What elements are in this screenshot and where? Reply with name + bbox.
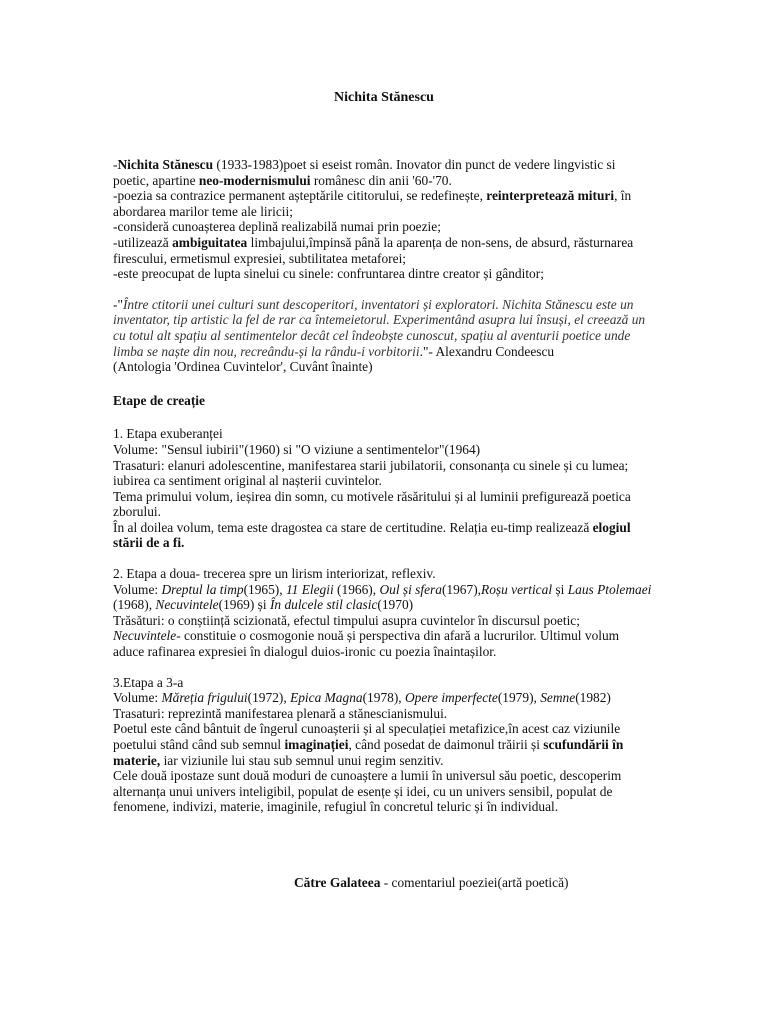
etapa1-heading: 1. Etapa exuberanței <box>113 426 223 442</box>
poem-title: Către Galateea <box>294 875 381 890</box>
volume-year: (1979), <box>497 690 541 706</box>
intro-movement: neo-modernismului <box>198 172 311 188</box>
intro-paragraph <box>113 157 653 188</box>
quote-source: (Antologia 'Ordinea Cuvintelor', Cuvânt înainte) <box>113 359 373 375</box>
etapa1-al-doilea <box>113 520 653 551</box>
spacer <box>113 660 653 675</box>
volume-year: (1982) <box>575 690 611 706</box>
volume-title: Semne <box>540 690 576 706</box>
volume-title: În dulcele stil clasic <box>269 597 378 613</box>
etapa1-text: În al doilea volum, tema este dragostea ca stare de certitudine. Relația eu-timp realizează <box>113 519 593 535</box>
volume-year: (1968), <box>113 597 156 613</box>
trait-line-1 <box>113 188 653 219</box>
trait-text: -utilizează <box>113 234 173 250</box>
volume-year: (1972), <box>247 690 291 706</box>
spacer <box>113 282 653 297</box>
volume-year: (1966), <box>333 581 380 597</box>
volume-title: Necuvintele <box>113 628 177 644</box>
trait-bold: ambiguitatea <box>172 234 248 250</box>
etapa3-text: , când posedat de daimonul trăirii și <box>348 737 544 752</box>
section-title: Etape de creație <box>113 392 205 408</box>
volume-title: Laus Ptolemaei <box>567 581 652 597</box>
volume-title: Roșu vertical <box>481 581 553 597</box>
volumes-label: Volume: <box>113 690 162 706</box>
volume-title: Necuvintele <box>155 597 219 613</box>
etapa2-heading: 2. Etapa a doua- trecerea spre un lirism interiorizat, reflexiv. <box>113 566 436 582</box>
volume-title: Epica Magna <box>290 690 363 706</box>
volume-year: (1978), <box>362 690 405 706</box>
trait-line-2: -consideră cunoașterea deplină realizabilă numai prin poezie; <box>113 219 441 235</box>
intro-text: (1933-1983)poet si eseist român. Inovator din punct de vedere lingvistic si poetic, apartine <box>113 157 616 188</box>
quote-prefix: -" <box>113 296 123 312</box>
next-section-title <box>294 875 569 891</box>
spacer <box>113 375 653 393</box>
spacer <box>113 408 653 426</box>
trait-bold: reinterpretează mituri <box>486 188 615 204</box>
volume-year: (1965), <box>243 581 286 597</box>
intro-author-name: Nichita Stănescu <box>117 157 214 172</box>
document-body <box>113 157 653 815</box>
etapa3-heading: 3.Etapa a 3-a <box>113 674 184 690</box>
etapa1-tema: Tema primului volum, ieșirea din somn, cu motivele răsăritului și al luminii prefigurează poetica zborului. <box>113 488 631 520</box>
volume-title: Opere imperfecte <box>405 690 498 706</box>
volume-year: (1970) <box>377 597 414 613</box>
volumes-label: Volume: <box>113 581 162 597</box>
etapa2-text: - constituie o cosmogonie nouă și perspectiva din afară a lucrurilor. Ultimul volum aduce rafinarea expresiei în dialogul duios-ironic cu poezia înaintașilor. <box>113 628 620 660</box>
conjunction: și <box>552 581 568 597</box>
etapa3-text: iar viziunile lui stau sub semnul unui regim senzitiv. <box>160 752 444 768</box>
etapa3-text: Poetul este când bântuit de îngerul cunoașterii și al speculației metafizice,în acest caz viziunile poetului stând când sub semnul <box>113 721 621 752</box>
trait-text-end: limbajului,împinsă până la aparența de non-sens, de absurd, răsturnarea firescului, ermetismul expresiei, subtilitatea metaforei; <box>113 234 634 266</box>
etapa1-trasaturi: Trasaturi: elanuri adolescentine, manifestarea starii jubilatorii, consonanța cu sinele și cu lumea; iubirea ca sentiment original al nașterii cuvintelor. <box>113 457 629 489</box>
volume-year: (1967), <box>441 581 482 597</box>
volume-title: Dreptul la timp <box>161 581 244 597</box>
etapa3-trasaturi: Trasaturi: reprezintă manifestarea plenară a stănescianismului. <box>113 705 448 721</box>
trait-line-4: -este preocupat de lupta sinelui cu sinele: confruntarea dintre creator și gânditor; <box>113 266 544 282</box>
page-title: Nichita Stănescu <box>334 90 434 105</box>
volume-year: (1969) și <box>218 597 270 613</box>
etapa2-necuvintele <box>113 628 653 659</box>
etapa1-volumes: Volume: "Sensul iubirii"(1960) si "O viziune a sentimentelor"(1964) <box>113 441 481 457</box>
quote-author: ."- Alexandru Condeescu <box>419 343 555 359</box>
etapa3-volumes <box>113 690 653 706</box>
volume-title: Oul și sfera <box>379 581 442 597</box>
etapa3-bold: imaginației <box>284 737 349 752</box>
volume-title: 11 Elegii <box>285 581 334 597</box>
spacer <box>113 551 653 566</box>
etapa2-volumes <box>113 582 653 613</box>
trait-text-end: , în abordarea marilor teme ale liricii; <box>113 188 632 219</box>
trait-text: -poezia sa contrazice permanent așteptările cititorului, se redefinește, <box>113 188 487 204</box>
etapa3-cele-doua: Cele două ipostaze sunt două moduri de cunoaștere a lumii în universul său poetic, descoperim alternanța unui univers inteligibil, populat de esențe și idei, cu un univers sensibil, populat de fenomene, indivizi, materie, imaginile, refugiul în concretul teluric și în individual. <box>113 768 622 815</box>
quote-paragraph <box>113 297 653 359</box>
etapa3-poetul <box>113 721 653 768</box>
trait-line-3 <box>113 235 653 266</box>
intro-text-end: românesc din anii '60-'70. <box>310 172 452 188</box>
quote-text: Între ctitorii unei culturi sunt descoperitori, inventatori și exploratori. Nichita Stănescu este un inventator, tip artistic la fel de rar ca întemeietorul. Experimentând asupra lui însuși, el creează un cu totul alt spațiu al sentimentelor decât cel îndeobște cunoscut, spațiu al aventurii poetice unde limba se naște din nou, recreându-și la rându-i vorbitorii <box>113 296 646 359</box>
etapa1-bold: elogiul stării de a fi. <box>113 519 631 551</box>
volume-title: Măreția frigului <box>161 690 248 706</box>
etapa3-bold: scufundării în materie, <box>113 737 624 768</box>
etapa2-trasaturi: Trăsături: o conștiință scizionată, efectul timpului asupra cuvintelor în discursul poetic; <box>113 612 580 628</box>
poem-subtitle: - comentariul poeziei(artă poetică) <box>380 875 569 890</box>
intro-dash: - <box>113 157 118 172</box>
